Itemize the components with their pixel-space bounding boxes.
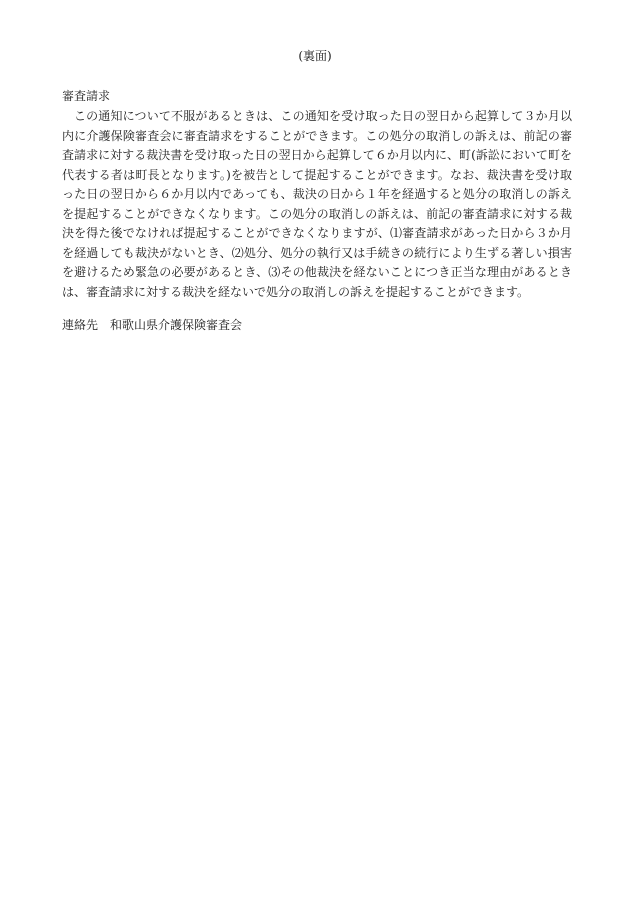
paragraph-line: を提起することができなくなります。この処分の取消しの訴えは、前記の審査請求に対する裁 [62,206,572,221]
contact-value: 和歌山県介護保険審査会 [110,318,243,332]
paragraph-line: は、審査請求に対する裁決を経ないで処分の取消しの訴えを提起することができます。 [62,284,530,299]
section-heading: 審査請求 [62,89,111,103]
contact-label: 連絡先 [62,318,99,332]
paragraph-line: を経過しても裁決がないとき、⑵処分、処分の執行又は手続きの続行により生ずる著しい損害 [62,245,572,260]
paragraph-line: を避けるため緊急の必要があるとき、⑶その他裁決を経ないことにつき正当な理由があるとき [62,265,572,279]
paragraph-line: この通知について不服があるときは、この通知を受け取った日の翌日から起算して３か月以 [74,109,572,123]
page-label: (裏面) [298,49,332,63]
paragraph-line: 内に介護保険審査会に審査請求をすることができます。この処分の取消しの訴えは、前記の審 [62,128,572,143]
paragraph-line: 査請求に対する裁決書を受け取った日の翌日から起算して６か月以内に、町(訴訟において町を [62,148,572,162]
paragraph-line: 決を得た後でなければ提起することができなくなりますが、⑴審査請求があった日から３か月 [62,226,572,240]
contact-info [62,317,242,333]
paragraph-line: 代表する者は町長となります。)を被告として提起することができます。なお、裁決書を受け取 [62,167,572,182]
paragraph-line: った日の翌日から６か月以内であっても、裁決の日から１年を経過すると処分の取消しの訴え [62,187,572,201]
body-paragraph [62,107,572,302]
